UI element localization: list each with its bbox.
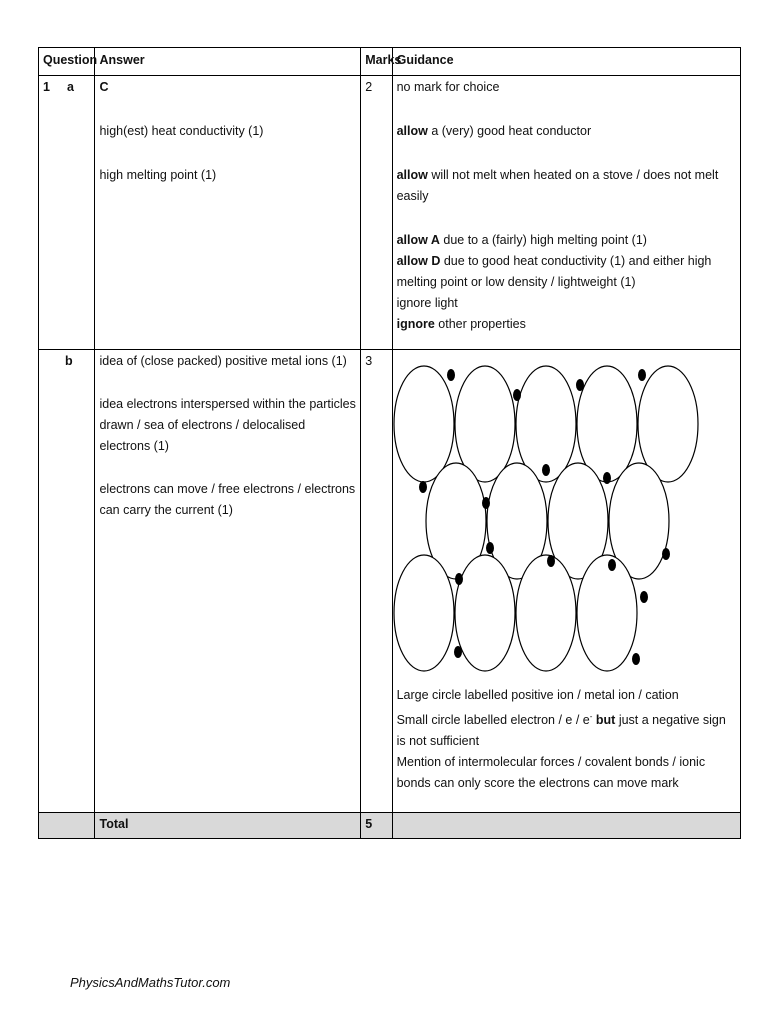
electron-dot: [513, 389, 521, 401]
guidance-line: Mention of intermolecular forces / covalent bonds / ionic bonds can only score the electrons can move mark: [396, 755, 706, 791]
total-empty-cell: [39, 813, 95, 839]
electron-dot: [640, 591, 648, 603]
answer-point: idea electrons interspersed within the particles drawn / sea of electrons / delocalised electrons (1): [99, 397, 356, 453]
guidance-line: Large circle labelled positive ion / metal ion / cation: [396, 688, 679, 702]
question-part: b: [65, 354, 73, 368]
header-question: Question: [39, 48, 95, 76]
footer-source: PhysicsAndMathsTutor.com: [70, 975, 231, 990]
guidance-line: allow D due to good heat conductivity (1) and either high melting point or low density / lightweight (1): [396, 254, 712, 289]
guidance-line: ignore other properties: [396, 317, 526, 331]
electron-dot: [547, 555, 555, 567]
electron-dot: [542, 464, 550, 476]
electron-dot: [486, 542, 494, 554]
header-answer: Answer: [95, 48, 361, 76]
guidance-cell: [392, 350, 740, 813]
table-row: [39, 350, 741, 813]
metal-ion-circle: [394, 366, 454, 482]
question-cell: [39, 350, 95, 813]
electron-dot: [662, 548, 670, 560]
answer-point: idea of (close packed) positive metal ions (1): [99, 354, 347, 368]
total-guidance-cell: [392, 813, 740, 839]
electron-dot: [576, 379, 584, 391]
answer-point: high melting point (1): [99, 168, 217, 182]
answer-cell: [95, 350, 361, 813]
marks-cell: 2: [361, 76, 392, 350]
mark-scheme-table: [38, 47, 741, 839]
question-part: a: [67, 80, 74, 94]
metal-ion-circle: [394, 555, 454, 671]
guidance-line: no mark for choice: [396, 80, 500, 94]
electron-dot: [482, 497, 490, 509]
answer-choice: C: [99, 80, 109, 94]
guidance-line: allow A due to a (fairly) high melting point (1): [396, 233, 647, 247]
header-guidance: Guidance: [392, 48, 740, 76]
answer-cell: [95, 76, 361, 350]
electron-dot: [447, 369, 455, 381]
guidance-cell: [392, 76, 740, 350]
electron-dot: [632, 653, 640, 665]
electron-dot: [454, 646, 462, 658]
metallic-bonding-diagram: [393, 353, 705, 681]
total-marks: 5: [361, 813, 392, 839]
metal-ion-circle: [455, 555, 515, 671]
metal-ion-circle: [577, 555, 637, 671]
electron-dot: [455, 573, 463, 585]
question-cell: [39, 76, 95, 350]
total-label: Total: [95, 813, 361, 839]
answer-point: electrons can move / free electrons / electrons can carry the current (1): [99, 482, 356, 517]
guidance-line: Small circle labelled electron / e / e- but just a negative sign is not sufficient: [396, 712, 726, 749]
guidance-line: allow a (very) good heat conductor: [396, 124, 592, 138]
electron-dot: [419, 481, 427, 493]
header-row: [39, 48, 741, 76]
metal-ion-circle: [516, 555, 576, 671]
electron-dot: [608, 559, 616, 571]
table-row: [39, 76, 741, 350]
answer-point: high(est) heat conductivity (1): [99, 124, 264, 138]
question-number: 1: [43, 80, 50, 94]
electron-dot: [603, 472, 611, 484]
marks-cell: 3: [361, 350, 392, 813]
electron-dot: [638, 369, 646, 381]
guidance-line: allow will not melt when heated on a stove / does not melt easily: [396, 168, 719, 203]
header-marks: Marks: [361, 48, 392, 76]
guidance-line: ignore light: [396, 296, 458, 310]
total-row: [39, 813, 741, 839]
